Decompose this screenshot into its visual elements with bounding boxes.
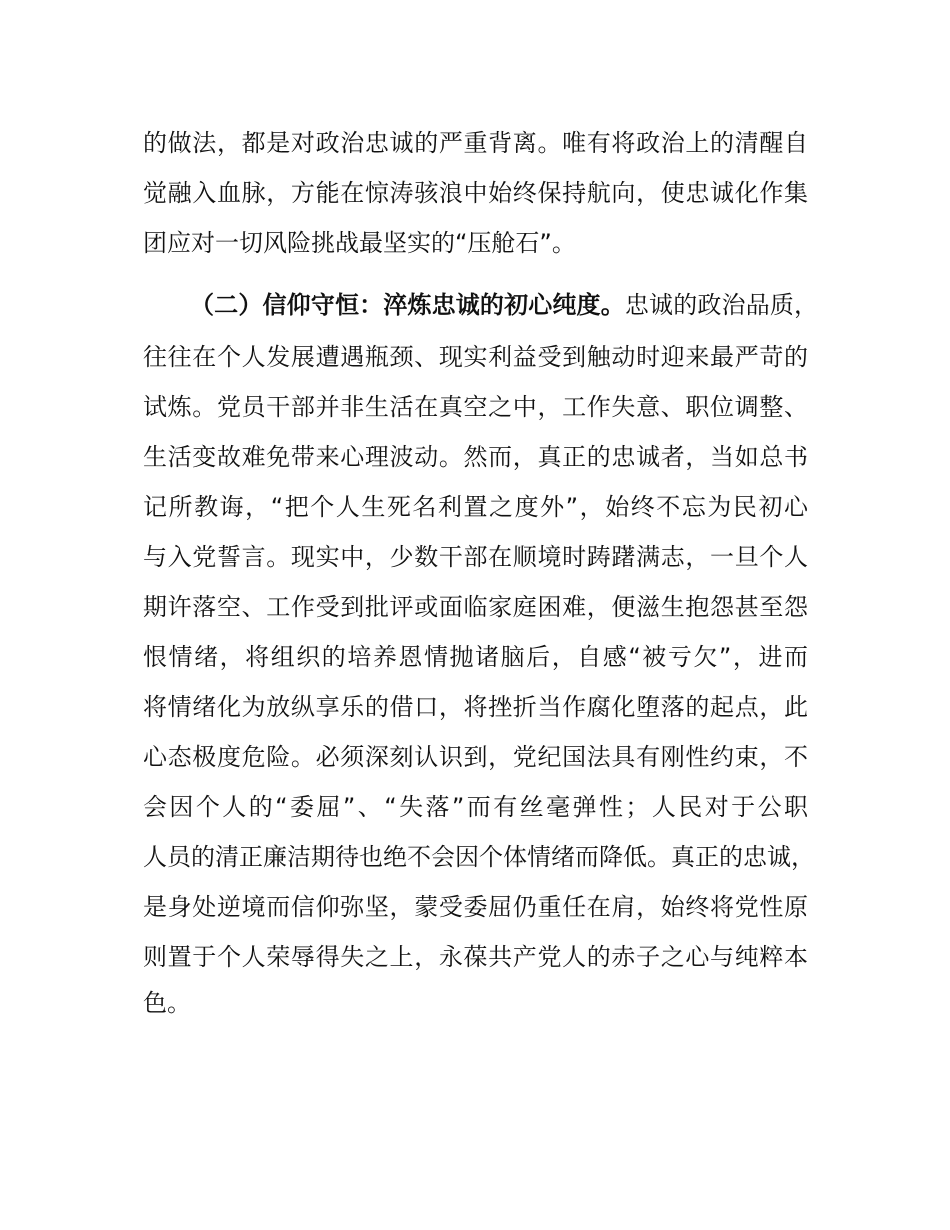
text-line: 人员的清正廉洁期待也绝不会因个体情绪而降低。真正的忠诚， [143, 843, 815, 871]
text-span: 忠诚的政治品质， [624, 291, 819, 319]
text-line: 试炼。党员干部并非生活在真空之中，工作失意、职位调整、 [143, 393, 808, 421]
text-line: 期许落空、工作受到批评或面临家庭困难，便滋生抱怨甚至怨 [143, 593, 808, 621]
text-line [190, 290, 818, 320]
text-line: 的做法，都是对政治忠诚的严重背离。唯有将政治上的清醒自 [143, 129, 808, 157]
text-line: 与入党誓言。现实中，少数干部在顺境时踌躇满志，一旦个人 [143, 543, 808, 571]
text-line: 将情绪化为放纵享乐的借口，将挫折当作腐化堕落的起点，此 [143, 693, 808, 721]
text-line: 是身处逆境而信仰弥坚，蒙受委屈仍重任在肩，始终将党性原 [143, 893, 808, 921]
text-line: 会因个人的“委屈”、“失落”而有丝毫弹性；人民对于公职 [143, 793, 808, 821]
text-line: 心态极度危险。必须深刻认识到，党纪国法具有刚性约束，不 [143, 743, 808, 771]
section-heading: （二）信仰守恒：淬炼忠诚的初心纯度。 [190, 291, 625, 319]
text-line: 色。 [143, 989, 191, 1017]
text-line: 生活变故难免带来心理波动。然而，真正的忠诚者，当如总书 [143, 443, 808, 471]
text-line: 记所教诲，“把个人生死名利置之度外”，始终不忘为民初心 [143, 493, 808, 521]
text-line: 恨情绪，将组织的培养恩情抛诸脑后，自感“被亏欠”，进而 [143, 643, 808, 671]
text-line: 觉融入血脉，方能在惊涛骇浪中始终保持航向，使忠诚化作集 [143, 179, 808, 207]
text-line: 则置于个人荣辱得失之上，永葆共产党人的赤子之心与纯粹本 [143, 943, 808, 971]
text-line: 团应对一切风险挑战最坚实的“压舱石”。 [143, 229, 576, 257]
text-line: 往往在个人发展遭遇瓶颈、现实利益受到触动时迎来最严苛的 [143, 343, 808, 371]
